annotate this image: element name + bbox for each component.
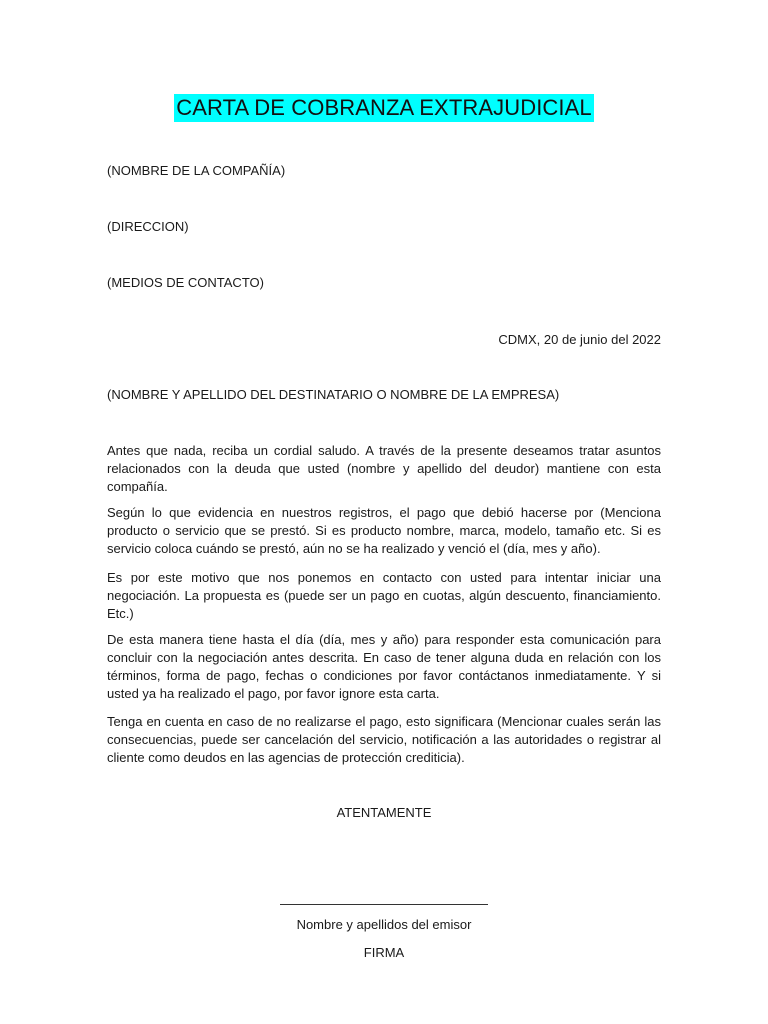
letter-title: CARTA DE COBRANZA EXTRAJUDICIAL [176, 95, 592, 120]
recipient-name: (NOMBRE Y APELLIDO DEL DESTINATARIO O NOMBRE DE LA EMPRESA) [107, 387, 560, 402]
company-address: (DIRECCION) [107, 219, 189, 234]
signer-name: Nombre y apellidos del emisor [296, 917, 472, 932]
letter-date: CDMX, 20 de junio del 2022 [498, 332, 661, 347]
paragraph-deadline: De esta manera tiene hasta el día (día, mes y año) para responder esta comunicación para concluir con la negociación antes descrita. En caso de tener alguna duda en relación con los términos, forma de pago, fechas o condiciones por favor contáctanos inmediatamente. Y si usted ya ha realizado el pago, por favor ignore esta carta. [107, 632, 661, 701]
paragraph-payment-record: Según lo que evidencia en nuestros registros, el pago que debió hacerse por (Menciona producto o servicio que se prestó. Si es producto nombre, marca, modelo, tamaño etc. Si es servicio coloca cuándo se prestó, aún no se ha realizado y venció el (día, mes y año). [107, 505, 661, 556]
closing-text: ATENTAMENTE [336, 805, 432, 820]
paragraph-consequences: Tenga en cuenta en caso de no realizarse el pago, esto significara (Mencionar cuales serán las consecuencias, puede ser cancelación del servicio, notificación a las autoridades o registrar al cliente como deudos en las agencias de protección crediticia). [107, 714, 661, 765]
paragraph-greeting: Antes que nada, reciba un cordial saludo. A través de la presente deseamos tratar asuntos relacionados con la deuda que usted (nombre y apellido del deudor) mantiene con esta compañía. [107, 443, 661, 494]
paragraph-negotiation: Es por este motivo que nos ponemos en contacto con usted para intentar iniciar una negociación. La propuesta es (puede ser un pago en cuotas, algún descuento, financiamiento. Etc.) [107, 570, 661, 621]
company-name: (NOMBRE DE LA COMPAÑÍA) [107, 163, 286, 178]
signature-label: FIRMA [363, 945, 405, 960]
signature-line [280, 904, 488, 905]
company-contact: (MEDIOS DE CONTACTO) [107, 275, 264, 290]
title-container [0, 94, 768, 122]
